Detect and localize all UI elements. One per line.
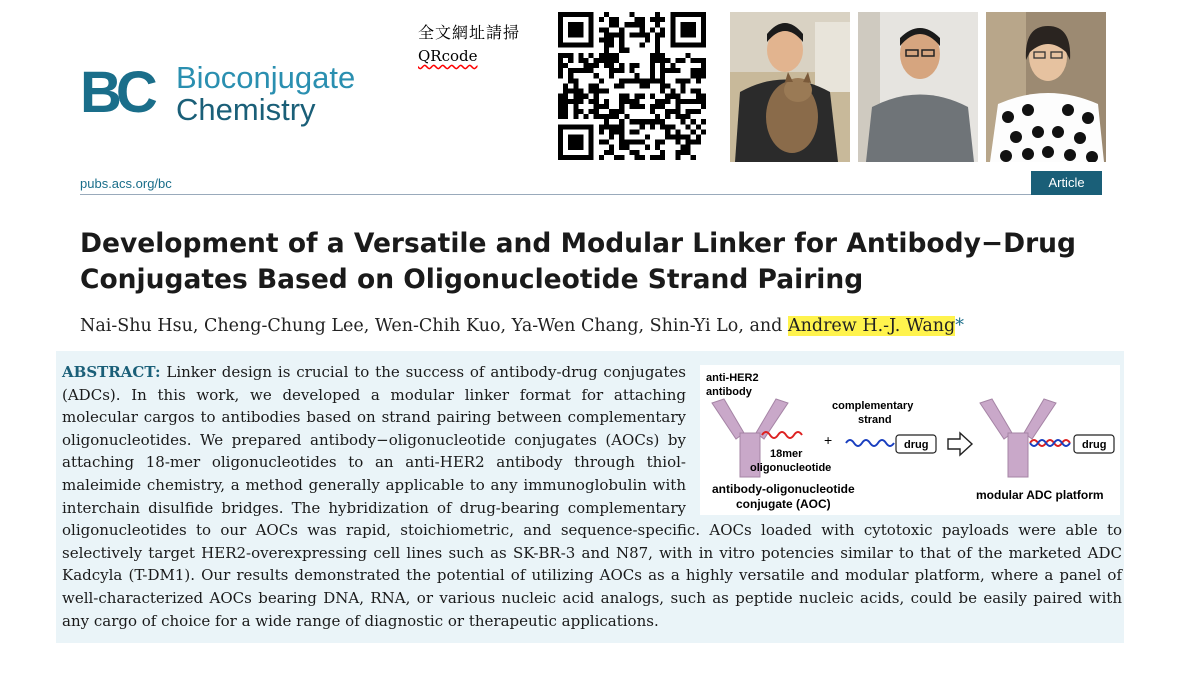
qr-caption-chinese: 全文網址請掃 <box>418 23 521 42</box>
logo-line-1: Bioconjugate <box>176 60 356 95</box>
logo-line-2: Chemistry <box>176 92 316 127</box>
toc-mer-label-1: 18mer <box>770 448 803 460</box>
author-photo-3 <box>986 12 1106 162</box>
qr-caption-english: QRcode <box>418 47 478 65</box>
logo-mark: BC <box>80 60 152 125</box>
toc-platform-label: modular ADC platform <box>976 488 1104 502</box>
article-title: Development of a Versatile and Modular Linker for Antibody−Drug Conjugates Based on Oligonucleotide Strand Pairing <box>80 228 1076 295</box>
oligo-strand-red <box>762 432 802 438</box>
author-highlighted: Andrew H.-J. Wang <box>787 316 956 336</box>
toc-aoc-label-1: antibody-oligonucleotide <box>712 482 855 496</box>
arrow-icon <box>948 433 972 455</box>
toc-mer-label-2: oligonucleotide <box>750 462 832 474</box>
toc-antibody-label-2: antibody <box>706 386 752 398</box>
abstract-heading: ABSTRACT: <box>62 363 161 381</box>
journal-url[interactable]: pubs.acs.org/bc <box>80 176 172 191</box>
toc-aoc-label-2: conjugate (AOC) <box>736 497 831 511</box>
corresponding-author-mark: * <box>955 316 964 336</box>
authors-plain: Nai-Shu Hsu, Cheng-Chung Lee, Wen-Chih Kuo, Ya-Wen Chang, Shin-Yi Lo, and <box>80 316 783 336</box>
article-type-badge: Article <box>1031 171 1102 195</box>
author-photo-1 <box>730 12 850 162</box>
header-divider <box>80 194 1102 195</box>
toc-antibody-label-1: anti-HER2 <box>706 372 759 384</box>
author-photo-2 <box>858 12 978 162</box>
complementary-strand-blue <box>846 440 894 446</box>
abstract-body: Linker design is crucial to the success of antibody-drug conjugates (ADCs). In this work, we developed a modular linker format for attaching molecular cargos to antibodies based on strand pairing between complementary oligonucleotides. We prepared antibody−oligonucleotide conjugates (AOCs) by attaching 18-mer oligonucleotides to an anti-HER2 antibody through thiol-maleimide chemistry, a method generally applicable to any immunoglobulin with interchain disulfide bridges. The hybridization of drug-bearing complementary oligonucleotides to our AOCs was rapid, stoichiometric, and sequence-specific. AOCs loaded with cytotoxic payloads were able to selectively target HER2-overexpressing cell lines such as SK-BR-3 and N87, with in vitro potencies similar to that of the marketed ADC Kadcyla (T-DM1). Our results demonstrated the potential of utilizing AOCs as a highly versatile and modular platform, where a panel of well-characterized AOCs bearing DNA, RNA, or various nucleic acid analogs, such as peptide nucleic acids, could be easily paired with any cargo of choice for a wide range of diagnostic or therapeutic applications. <box>62 363 1122 630</box>
toc-strand-label-1: complementary <box>832 400 914 412</box>
toc-graphic <box>700 365 1120 515</box>
toc-plus: + <box>824 432 833 448</box>
author-list <box>80 313 1140 339</box>
toc-strand-label-2: strand <box>858 414 892 426</box>
qr-code[interactable] <box>558 12 706 160</box>
antibody-icon-conjugated <box>980 399 1056 477</box>
qr-caption <box>418 20 558 65</box>
abstract-text <box>62 361 1122 632</box>
toc-drug-label-1: drug <box>904 439 929 451</box>
journal-logo <box>80 60 420 130</box>
abstract-box <box>56 351 1124 643</box>
toc-drug-label-2: drug <box>1082 439 1107 451</box>
